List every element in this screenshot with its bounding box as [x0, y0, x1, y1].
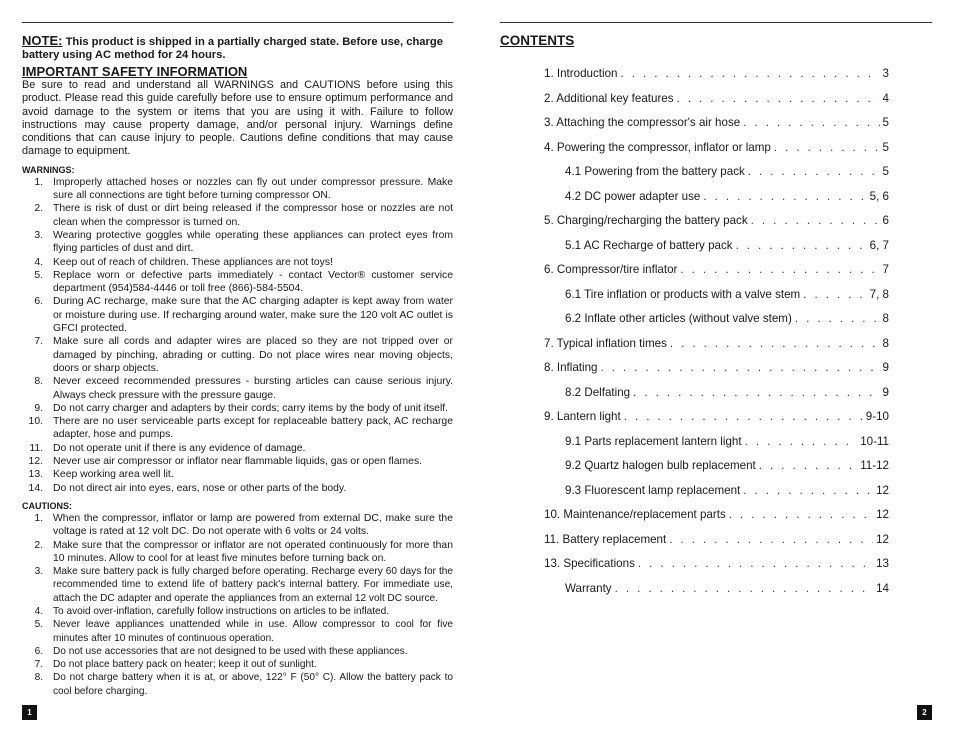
- toc-entry-title: 4.1 Powering from the battery pack: [565, 165, 745, 178]
- caution-item: [22, 645, 453, 658]
- warning-item: [22, 468, 453, 481]
- toc-entry: [544, 360, 889, 376]
- item-text: To avoid over-inflation, carefully follow instructions on articles to be inflated.: [53, 605, 390, 617]
- toc-leader-dots: [745, 434, 858, 450]
- item-number: 9.: [34, 402, 43, 414]
- toc-entry: [544, 409, 889, 425]
- item-number: 7.: [34, 659, 43, 671]
- toc-entry-title: 4. Powering the compressor, inflator or lamp: [544, 140, 771, 154]
- toc-entry-title: 9.3 Fluorescent lamp replacement: [565, 483, 741, 497]
- warning-item: [22, 229, 453, 256]
- toc-entry-title: 10. Maintenance/replacement parts: [544, 508, 726, 521]
- toc-entry-page: 8: [882, 312, 889, 325]
- toc-entry-page: 10-11: [860, 434, 889, 448]
- toc-leader-dots: [759, 458, 857, 474]
- item-number: 4.: [34, 605, 43, 617]
- caution-item: [22, 565, 453, 605]
- toc-entry-title: 5.1 AC Recharge of battery pack: [565, 238, 733, 252]
- caution-item: [22, 539, 453, 566]
- toc-entry-title: 6.2 Inflate other articles (without valve stem): [565, 312, 792, 325]
- warning-item: [22, 482, 453, 495]
- caution-item: [22, 618, 453, 645]
- toc-entry-page: 6, 7: [869, 238, 889, 252]
- caution-item: [22, 512, 453, 539]
- toc-entry: [565, 311, 889, 327]
- toc-entry: [565, 458, 889, 474]
- toc-entry: [544, 66, 889, 82]
- left-page-top-rule: [22, 22, 453, 23]
- toc-leader-dots: [795, 311, 880, 327]
- item-number: 14.: [28, 482, 43, 494]
- toc-leader-dots: [620, 66, 879, 82]
- note-label: NOTE:: [22, 33, 63, 48]
- toc-leader-dots: [743, 115, 879, 131]
- toc-entry-title: 9.2 Quartz halogen bulb replacement: [565, 459, 756, 472]
- item-text: During AC recharge, make sure that the AC charging adapter is kept away from water or moisture during use. If recharging around water, make sure the 120 volt AC outlet is GFCI protected.: [53, 296, 453, 335]
- toc-entry-title: 11. Battery replacement: [544, 532, 667, 546]
- item-text: Do not use accessories that are not designed to be used with these appliances.: [53, 645, 408, 657]
- item-text: Do not operate unit if there is any evidence of damage.: [53, 442, 306, 454]
- item-text: Do not charge battery when it is at, or above, 122° F (50° C). Allow the battery pack to cool before charging.: [53, 672, 453, 697]
- contents-title: CONTENTS: [500, 33, 575, 48]
- toc-entry: [565, 434, 889, 450]
- toc-entry-page: 5: [882, 165, 889, 178]
- toc-entry-page: 9: [882, 361, 889, 374]
- item-number: 8.: [34, 672, 43, 684]
- warning-item: [22, 202, 453, 229]
- toc-leader-dots: [638, 556, 873, 572]
- item-text: Do not place battery pack on heater; keep it out of sunlight.: [53, 659, 317, 671]
- toc-entry-title: 3. Attaching the compressor's air hose: [544, 116, 741, 129]
- item-text: Never exceed recommended pressures - bursting articles can cause serious injury. Always check pressure with the pressure gauge.: [53, 376, 453, 401]
- toc-entry: [565, 581, 889, 597]
- toc-leader-dots: [633, 385, 879, 401]
- item-text: Improperly attached hoses or nozzles can fly out under compressor pressure. Make sure all connections are tight before turning compressor ON.: [53, 176, 453, 202]
- toc-entry: [544, 262, 889, 278]
- toc-entry: [544, 532, 889, 548]
- item-number: 8.: [34, 376, 43, 388]
- item-text: Do not carry charger and adapters by their cords; carry items by the body of unit itself.: [53, 402, 449, 414]
- item-number: 6.: [34, 645, 43, 657]
- safety-intro: Be sure to read and understand all WARNINGS and CAUTIONS before using this product. Please read this guide carefully before use to ensure optimum performance and avoid damage to the system or items that you are using it with. Failure to follow instructions may cause property damage, and/or personal injury. Warnings define conditions that can cause injury to people. Cautions define conditions that may cause damage to equipment.: [22, 79, 453, 158]
- toc-entry-page: 7: [882, 263, 889, 276]
- toc-entry: [544, 507, 889, 523]
- toc-entry: [544, 556, 889, 572]
- toc-entry-title: 9.1 Parts replacement lantern light: [565, 434, 742, 448]
- item-text: Make sure all cords and adapter wires are placed so they are not tripped over or damaged by pinching, abrading or cutting. Do not place wires near moving objects, doors or sharp objects.: [53, 336, 453, 374]
- toc-entry: [565, 287, 889, 303]
- toc-leader-dots: [736, 238, 867, 254]
- note-text: This product is shipped in a partially charged state. Before use, charge battery using AC method for 24 hours.: [22, 36, 443, 61]
- warning-item: [22, 375, 453, 402]
- warning-item: [22, 442, 453, 455]
- item-text: Replace worn or defective parts immediately - contact Vector® customer service department (954)584-4446 or toll free (866)-584-5504.: [53, 269, 453, 295]
- warning-item: [22, 176, 453, 203]
- item-number: 13.: [28, 469, 43, 481]
- toc-entry: [544, 140, 889, 156]
- item-text: Do not direct air into eyes, ears, nose or other parts of the body.: [53, 482, 347, 494]
- toc-leader-dots: [774, 140, 880, 156]
- item-number: 4.: [34, 256, 43, 268]
- toc-entry-title: 8.2 Delfating: [565, 385, 631, 399]
- toc-entry-page: 11-12: [860, 459, 889, 472]
- toc-leader-dots: [743, 483, 873, 499]
- toc-entry: [565, 483, 889, 499]
- toc-entry-title: 1. Introduction: [544, 67, 618, 80]
- page-number-right: 2: [917, 705, 932, 720]
- toc-leader-dots: [670, 336, 880, 352]
- toc-leader-dots: [803, 287, 866, 303]
- item-number: 5.: [34, 269, 43, 281]
- warning-item: [22, 295, 453, 335]
- item-number: 1.: [34, 512, 43, 524]
- item-number: 2.: [34, 203, 43, 215]
- item-number: 6.: [34, 296, 43, 308]
- caution-item: [22, 671, 453, 698]
- toc-entry: [544, 213, 889, 229]
- item-text: When the compressor, inflator or lamp are powered from external DC, make sure the voltage is rated at 12 volt DC. Do not operate with 6 volts or 24 volts.: [53, 512, 453, 538]
- right-page-top-rule: [500, 22, 932, 23]
- toc-entry: [565, 238, 889, 254]
- toc-entry-page: 6: [882, 214, 889, 227]
- item-text: Wearing protective goggles while operating these appliances can protect eyes from flying particles of dust and dirt.: [53, 229, 453, 255]
- cautions-title: CAUTIONS:: [22, 500, 72, 511]
- toc-entry: [544, 336, 889, 352]
- warning-item: [22, 256, 453, 269]
- toc-leader-dots: [624, 409, 863, 425]
- item-text: Keep working area well lit.: [53, 469, 174, 481]
- toc-entry-title: 9. Lantern light: [544, 410, 621, 423]
- safety-heading: IMPORTANT SAFETY INFORMATION: [22, 64, 248, 79]
- caution-item: [22, 658, 453, 671]
- item-text: Make sure battery pack is fully charged before operating. Recharge every 60 days for the recommended time to extend life of battery pack's internal battery. For immediate use, attach the DC adapter and operate the appliances from an external 12 volt DC source.: [53, 566, 453, 604]
- item-number: 3.: [34, 229, 43, 241]
- toc-entry-page: 5: [882, 116, 889, 129]
- toc-entry-title: 6. Compressor/tire inflator: [544, 263, 678, 276]
- item-text: There is risk of dust or dirt being released if the compressor hose or nozzles are not clean when the compressor is turned on.: [53, 203, 453, 228]
- warning-item: [22, 415, 453, 442]
- toc-entry-page: 12: [876, 483, 889, 497]
- page-number-left: 1: [22, 705, 37, 720]
- toc-entry-title: 2. Additional key features: [544, 91, 674, 105]
- toc-entry: [544, 91, 889, 107]
- toc-leader-dots: [748, 164, 880, 180]
- toc-entry-page: 3: [882, 67, 889, 80]
- toc-leader-dots: [680, 262, 879, 278]
- item-text: Never leave appliances unattended while in use. Allow compressor to cool for five minutes after 10 minutes of continuous operation.: [53, 619, 453, 644]
- toc-entry-page: 9: [882, 385, 889, 399]
- toc-entry-page: 13: [876, 557, 889, 570]
- warnings-list: [22, 176, 453, 495]
- toc-entry-page: 12: [876, 532, 889, 546]
- toc-entry-page: 5, 6: [869, 189, 889, 203]
- toc-entry-title: Warranty: [565, 581, 612, 595]
- shipping-note: [22, 34, 453, 62]
- toc-leader-dots: [729, 507, 873, 523]
- toc-entry-page: 5: [882, 140, 889, 154]
- toc-leader-dots: [601, 360, 880, 376]
- toc-entry-title: 6.1 Tire inflation or products with a valve stem: [565, 287, 801, 301]
- item-text: Never use air compressor or inflator near flammable liquids, gas or open flames.: [53, 456, 423, 468]
- right-page: [500, 32, 889, 595]
- toc-entry-title: 4.2 DC power adapter use: [565, 189, 701, 203]
- item-text: Keep out of reach of children. These appliances are not toys!: [53, 256, 333, 268]
- toc-entry-page: 12: [876, 508, 889, 521]
- toc-leader-dots: [615, 581, 873, 597]
- item-text: There are no user serviceable parts except for replaceable battery pack, AC recharge adapter, hose and pumps.: [53, 416, 453, 441]
- toc-entry-page: 8: [882, 336, 889, 350]
- item-number: 1.: [34, 176, 43, 188]
- caution-item: [22, 605, 453, 618]
- item-number: 11.: [29, 442, 43, 454]
- warnings-title: WARNINGS:: [22, 164, 75, 175]
- warning-item: [22, 455, 453, 468]
- toc-entry-page: 9-10: [865, 410, 889, 423]
- toc-entry-title: 13. Specifications: [544, 557, 635, 570]
- toc-leader-dots: [669, 532, 873, 548]
- toc-leader-dots: [703, 189, 866, 205]
- toc-entry-title: 5. Charging/recharging the battery pack: [544, 214, 748, 227]
- item-number: 2.: [34, 539, 43, 551]
- toc-entry-page: 14: [876, 581, 889, 595]
- toc-leader-dots: [751, 213, 880, 229]
- toc-entry: [565, 385, 889, 401]
- warning-item: [22, 335, 453, 375]
- toc-leader-dots: [677, 91, 880, 107]
- item-number: 3.: [34, 566, 43, 578]
- item-number: 5.: [34, 619, 43, 631]
- toc-entry-page: 4: [882, 91, 889, 105]
- item-number: 12.: [28, 456, 43, 468]
- item-text: Make sure that the compressor or inflator are not operated continuously for more than 10 minutes. Allow to cool for at least five minutes before turning back on.: [53, 539, 453, 564]
- toc-entry: [544, 115, 889, 131]
- toc-entry-page: 7, 8: [869, 287, 889, 301]
- warning-item: [22, 269, 453, 296]
- item-number: 10.: [28, 416, 43, 428]
- warning-item: [22, 402, 453, 415]
- toc-entry-title: 8. Inflating: [544, 361, 598, 374]
- toc-entry: [565, 164, 889, 180]
- left-page: [22, 34, 453, 698]
- item-number: 7.: [34, 336, 43, 348]
- toc-entry: [565, 189, 889, 205]
- toc-entry-title: 7. Typical inflation times: [544, 336, 667, 350]
- cautions-list: [22, 512, 453, 698]
